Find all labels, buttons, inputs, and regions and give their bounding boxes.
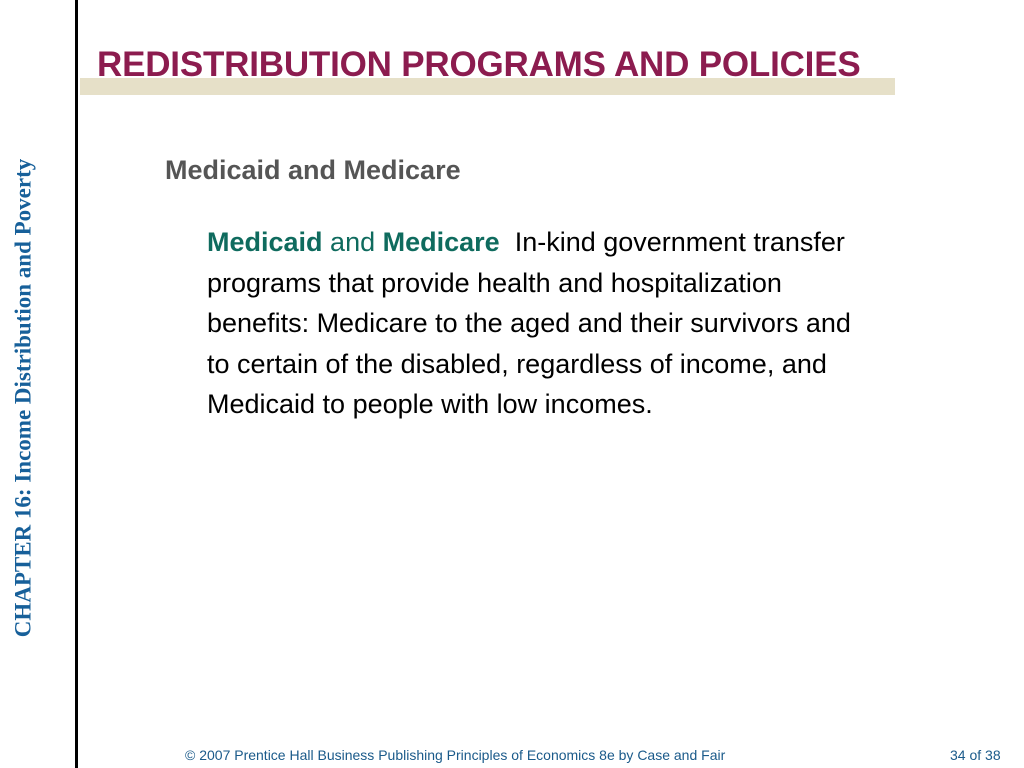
- chapter-label: CHAPTER 16: Income Distribution and Poverty: [10, 158, 35, 637]
- slide-title: REDISTRIBUTION PROGRAMS AND POLICIES: [97, 45, 861, 84]
- definition-paragraph: [207, 222, 867, 425]
- term-medicare: Medicare: [382, 227, 500, 257]
- sidebar-divider: [75, 0, 78, 768]
- footer-copyright: © 2007 Prentice Hall Business Publishing Principles of Economics 8e by Case and Fair: [185, 747, 726, 763]
- section-heading: Medicaid and Medicare: [165, 155, 461, 185]
- chapter-label-container: [3, 100, 43, 695]
- term-medicaid: Medicaid: [207, 227, 323, 257]
- definition-text: In-kind government transfer programs that provide health and hospitalization benefits: Medicare to the aged and their survivors and to certain of the disabled, regardless of income, and Medicaid to people with low incomes.: [207, 227, 851, 419]
- page-number: 34 of 38: [950, 747, 1001, 763]
- term-conjunction: and: [330, 227, 376, 257]
